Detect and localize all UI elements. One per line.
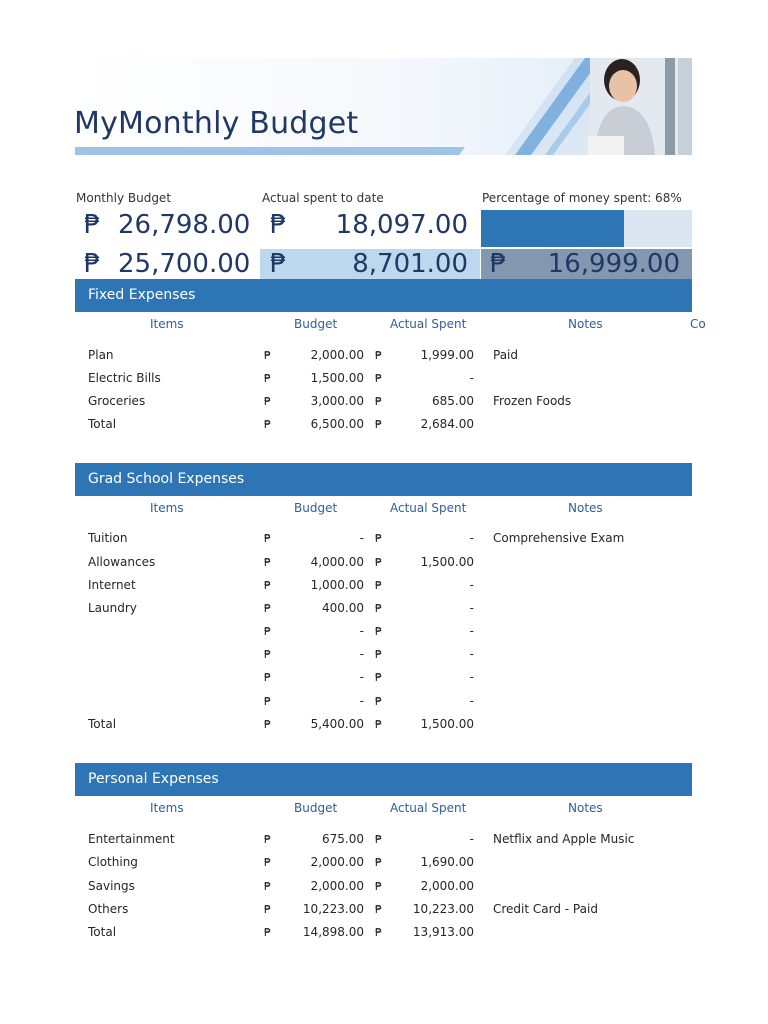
- section-title: Fixed Expenses: [88, 287, 196, 303]
- row-note: Paid: [493, 348, 519, 362]
- row-budget: -: [359, 647, 364, 661]
- row-item: Tuition: [88, 531, 128, 545]
- currency-symbol: ₱: [264, 349, 271, 362]
- row-budget: -: [359, 694, 364, 708]
- row-budget: 14,898.00: [302, 925, 364, 939]
- currency-symbol: ₱: [264, 579, 271, 592]
- row-budget: 2,000.00: [310, 348, 364, 362]
- actual-spent-label: Actual spent to date: [262, 191, 384, 205]
- currency-symbol: ₱: [264, 418, 271, 431]
- section-title: Personal Expenses: [88, 771, 219, 787]
- currency-symbol: ₱: [375, 625, 382, 638]
- row-actual: 13,913.00: [412, 925, 474, 939]
- currency-symbol: ₱: [264, 833, 271, 846]
- currency-symbol: ₱: [375, 671, 382, 684]
- currency-symbol: ₱: [375, 602, 382, 615]
- row-actual: 1,500.00: [420, 555, 474, 569]
- currency-symbol: ₱: [270, 249, 287, 279]
- personal-section-header: [75, 763, 692, 796]
- currency-symbol: ₱: [84, 249, 101, 279]
- row-actual: 685.00: [432, 394, 474, 408]
- row-actual: -: [469, 832, 474, 846]
- currency-symbol: ₱: [375, 880, 382, 893]
- currency-symbol: ₱: [264, 648, 271, 661]
- currency-symbol: ₱: [264, 395, 271, 408]
- column-header-notes: Notes: [568, 317, 603, 331]
- currency-symbol: ₱: [264, 602, 271, 615]
- row-actual: -: [469, 531, 474, 545]
- row-note: Credit Card - Paid: [493, 902, 598, 916]
- row-item: Total: [88, 925, 117, 939]
- column-header-items: Items: [150, 801, 184, 815]
- currency-symbol: ₱: [84, 210, 101, 240]
- monthly-budget-value: 26,798.00: [118, 210, 251, 240]
- row-item: Laundry: [88, 601, 137, 615]
- row-actual: -: [469, 578, 474, 592]
- currency-symbol: ₱: [375, 395, 382, 408]
- currency-symbol: ₱: [375, 903, 382, 916]
- fixed-section-header: [75, 279, 692, 312]
- currency-symbol: ₱: [375, 556, 382, 569]
- currency-symbol: ₱: [490, 249, 507, 279]
- row-actual: -: [469, 624, 474, 638]
- currency-symbol: ₱: [375, 833, 382, 846]
- currency-symbol: ₱: [264, 625, 271, 638]
- row-budget: -: [359, 670, 364, 684]
- currency-symbol: ₱: [264, 880, 271, 893]
- row-budget: 2,000.00: [310, 879, 364, 893]
- row-actual: 1,500.00: [420, 717, 474, 731]
- total-budget-value: 25,700.00: [118, 249, 251, 279]
- currency-symbol: ₱: [375, 532, 382, 545]
- column-header-actual: Actual Spent: [390, 801, 467, 815]
- row-note: Netflix and Apple Music: [493, 832, 635, 846]
- currency-symbol: ₱: [375, 349, 382, 362]
- currency-symbol: ₱: [375, 579, 382, 592]
- grad-section-header: [75, 463, 692, 496]
- row-budget: 3,000.00: [310, 394, 364, 408]
- currency-symbol: ₱: [264, 926, 271, 939]
- row-actual: -: [469, 694, 474, 708]
- row-item: Electric Bills: [88, 371, 161, 385]
- row-item: Total: [88, 417, 117, 431]
- row-note: Comprehensive Exam: [493, 531, 625, 545]
- row-actual: 1,690.00: [420, 855, 474, 869]
- column-header-items: Items: [150, 317, 184, 331]
- row-actual: 10,223.00: [412, 902, 474, 916]
- row-actual: -: [469, 601, 474, 615]
- row-item: Total: [88, 717, 117, 731]
- currency-symbol: ₱: [264, 372, 271, 385]
- row-actual: 2,000.00: [420, 879, 474, 893]
- row-budget: 675.00: [322, 832, 364, 846]
- row-budget: 5,400.00: [310, 717, 364, 731]
- column-header-actual: Actual Spent: [390, 317, 467, 331]
- currency-symbol: ₱: [375, 418, 382, 431]
- currency-symbol: ₱: [264, 856, 271, 869]
- column-header-extra: Co: [690, 317, 706, 331]
- column-header-budget: Budget: [294, 317, 338, 331]
- column-header-notes: Notes: [568, 801, 603, 815]
- row-budget: 10,223.00: [302, 902, 364, 916]
- currency-symbol: ₱: [375, 926, 382, 939]
- currency-symbol: ₱: [264, 671, 271, 684]
- currency-symbol: ₱: [375, 648, 382, 661]
- row-item: Savings: [88, 879, 135, 893]
- row-budget: -: [359, 531, 364, 545]
- percent-spent-fill: [481, 210, 624, 247]
- row-actual: 2,684.00: [420, 417, 474, 431]
- row-budget: 4,000.00: [310, 555, 364, 569]
- row-actual: -: [469, 371, 474, 385]
- row-budget: 400.00: [322, 601, 364, 615]
- percent-spent-bar: [481, 210, 692, 247]
- column-header-items: Items: [150, 501, 184, 515]
- remaining-value: 8,701.00: [352, 249, 468, 279]
- currency-symbol: ₱: [375, 372, 382, 385]
- row-actual: 1,999.00: [420, 348, 474, 362]
- section-title: Grad School Expenses: [88, 471, 245, 487]
- row-actual: -: [469, 647, 474, 661]
- row-item: Others: [88, 902, 129, 916]
- currency-symbol: ₱: [264, 695, 271, 708]
- currency-symbol: ₱: [264, 556, 271, 569]
- row-budget: 1,000.00: [310, 578, 364, 592]
- currency-symbol: ₱: [264, 903, 271, 916]
- actual-spent-value: 18,097.00: [335, 210, 468, 240]
- row-item: Internet: [88, 578, 136, 592]
- currency-symbol: ₱: [375, 718, 382, 731]
- currency-symbol: ₱: [270, 210, 287, 240]
- currency-symbol: ₱: [375, 856, 382, 869]
- percentage-label: Percentage of money spent: 68%: [482, 191, 682, 205]
- row-item: Groceries: [88, 394, 146, 408]
- column-header-notes: Notes: [568, 501, 603, 515]
- row-actual: -: [469, 670, 474, 684]
- page-title: MyMonthly Budget: [74, 106, 359, 141]
- row-item: Plan: [88, 348, 114, 362]
- currency-symbol: ₱: [264, 718, 271, 731]
- row-note: Frozen Foods: [493, 394, 572, 408]
- total-actual-value: 16,999.00: [547, 249, 680, 279]
- column-header-budget: Budget: [294, 801, 338, 815]
- column-header-actual: Actual Spent: [390, 501, 467, 515]
- row-budget: 1,500.00: [310, 371, 364, 385]
- row-item: Entertainment: [88, 832, 175, 846]
- column-header-budget: Budget: [294, 501, 338, 515]
- currency-symbol: ₱: [264, 532, 271, 545]
- row-item: Clothing: [88, 855, 138, 869]
- row-item: Allowances: [88, 555, 156, 569]
- row-budget: 6,500.00: [310, 417, 364, 431]
- row-budget: 2,000.00: [310, 855, 364, 869]
- monthly-budget-label: Monthly Budget: [76, 191, 172, 205]
- row-budget: -: [359, 624, 364, 638]
- currency-symbol: ₱: [375, 695, 382, 708]
